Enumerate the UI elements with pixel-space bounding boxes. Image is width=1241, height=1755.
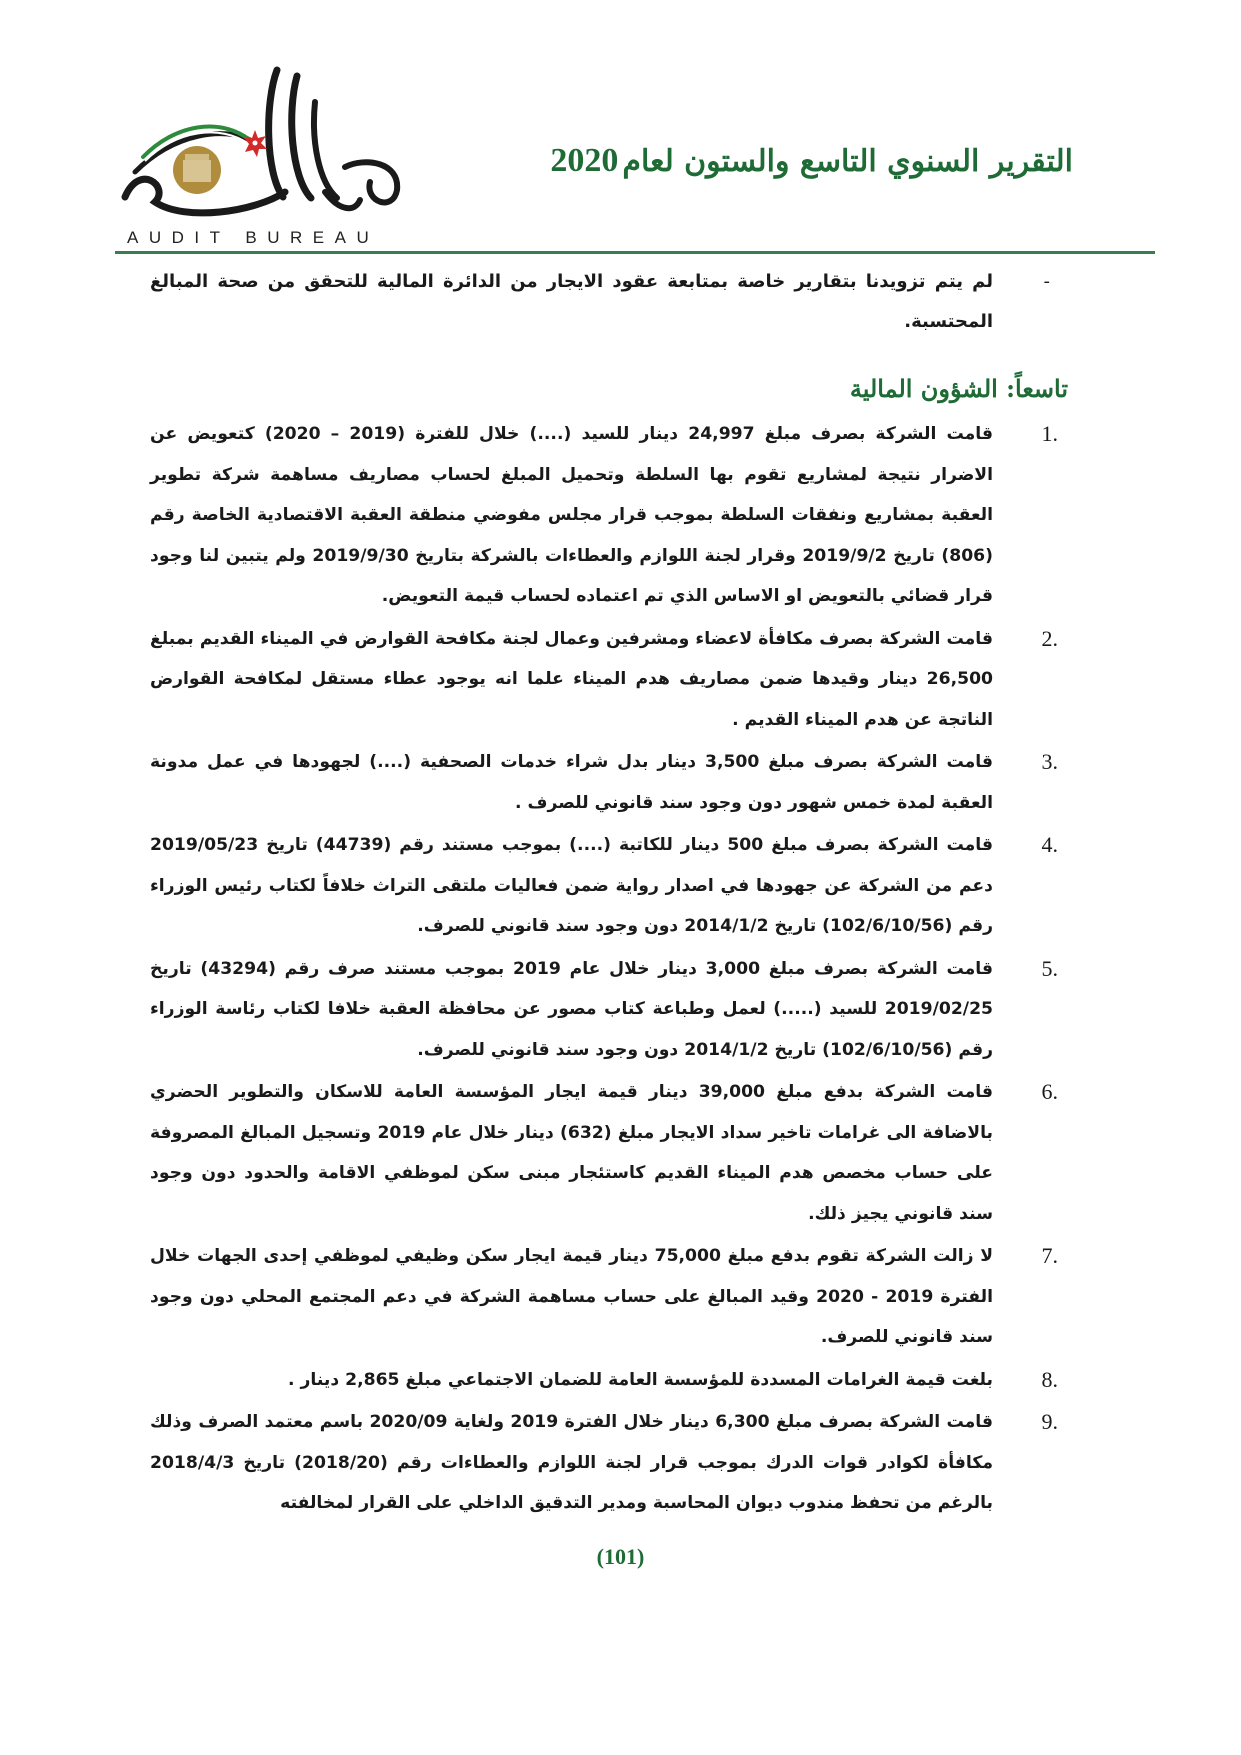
finding-item xyxy=(150,742,1068,823)
finding-number: 1. xyxy=(1041,421,1058,446)
finding-item xyxy=(150,1360,1068,1401)
finding-item xyxy=(150,414,1068,617)
finding-item xyxy=(150,1072,1068,1234)
finding-number: 7. xyxy=(1041,1243,1058,1268)
finding-number: 9. xyxy=(1041,1409,1058,1434)
finding-number: 6. xyxy=(1041,1079,1058,1104)
finding-text: قامت الشركة بصرف مبلغ 3,500 دينار بدل شراء خدمات الصحفية (....) لجهودها في عمل مدونة العقبة لمدة خمس شهور دون وجود سند قانوني للصرف . xyxy=(150,752,994,813)
finding-item xyxy=(150,949,1068,1071)
finding-text: قامت الشركة بصرف مبلغ 3,000 دينار خلال عام 2019 بموجب مستند صرف رقم (43294) تاريخ 2019/02/25 للسيد (.....) لعمل وطباعة كتاب مصور عن محافظة العقبة خلافا لكتاب رئاسة الوزراء رقم (102/6/10/56) تاريخ 2014/1/2 دون وجود سند قانوني للصرف. xyxy=(150,958,994,1060)
calligraphy-emblem-icon xyxy=(115,62,415,232)
finding-text: قامت الشركة بصرف مبلغ 24,997 دينار للسيد (....) خلال للفترة (2019 – 2020) كتعويض عن الاضرار نتيجة لمشاريع تقوم بها السلطة وتحميل المبلغ لحساب مصاريف مساهمة شركة تطوير العقبة بمشاريع ونفقات السلطة بموجب قرار مجلس مفوضي منطقة العقبة الاقتصادية الخاصة رقم (806) تاريخ 2019/9/2 وقرار لجنة اللوازم والعطاءات بالشركة بتاريخ 2019/9/30 ولم يتبين لنا وجود قرار قضائي بالتعويض او الاساس الذي تم اعتماده لحساب قيمة التعويض. xyxy=(150,424,994,606)
finding-text: قامت الشركة بصرف مكافأة لاعضاء ومشرفين وعمال لجنة مكافحة القوارض في الميناء القديم بمبلغ 26,500 دينار وقيدها ضمن مصاريف هدم الميناء علما انه يوجود عطاء مستقل لمكافحة القوارض الناتجة عن هدم الميناء القديم . xyxy=(150,628,993,730)
intro-bullet-text: لم يتم تزويدنا بتقارير خاصة بمتابعة عقود الايجار من الدائرة المالية للتحقق من صحة المبالغ المحتسبة. xyxy=(150,271,993,332)
page-number: (101) xyxy=(596,1544,645,1569)
finding-item xyxy=(150,825,1068,947)
report-title xyxy=(550,142,1073,180)
page-body xyxy=(150,262,1068,1526)
finding-item xyxy=(150,1402,1068,1524)
page-header xyxy=(0,0,1241,260)
finding-item xyxy=(150,619,1068,741)
intro-bullet xyxy=(150,262,1068,342)
finding-text: لا زالت الشركة تقوم بدفع مبلغ 75,000 دينار قيمة ايجار سكن وظيفي لموظفي إحدى الجهات خلال الفترة 2019 - 2020 وقيد المبالغ على حساب مساهمة الشركة في دعم المجتمع المحلي دون وجود سند قانوني للصرف. xyxy=(150,1246,994,1347)
finding-text: قامت الشركة بصرف مبلغ 500 دينار للكاتبة (....) بموجب مستند رقم (44739) تاريخ 2019/05/23 دعم من الشركة عن جهودها في اصدار رواية ضمن فعاليات ملتقى التراث خلافاً لكتاب رئيس الوزراء رقم (102/6/10/56) تاريخ 2014/1/2 دون وجود سند قانوني للصرف. xyxy=(150,835,994,936)
finding-number: 3. xyxy=(1041,749,1058,774)
report-title-text: التقرير السنوي التاسع والستون لعام xyxy=(622,144,1073,179)
finding-text: بلغت قيمة الغرامات المسددة للمؤسسة العامة للضمان الاجتماعي مبلغ 2,865 دينار . xyxy=(287,1369,993,1390)
dash-bullet-icon: - xyxy=(1043,271,1050,292)
logo-caption: AUDIT BUREAU xyxy=(127,228,380,247)
findings-list xyxy=(150,414,1068,1524)
finding-number: 4. xyxy=(1041,832,1058,857)
finding-number: 8. xyxy=(1041,1366,1058,1392)
section-heading: تاسعاً: الشؤون المالية xyxy=(849,374,1068,403)
finding-text: قامت الشركة بصرف مبلغ 6,300 دينار خلال الفترة 2019 ولغاية 2020/09 باسم معتمد الصرف وذلك مكافأة لكوادر قوات الدرك بموجب قرار لجنة اللوازم والعطاءات رقم (2018/20) تاريخ 2018/4/3 بالرغم من تحفظ مندوب ديوان المحاسبة ومدير التدقيق الداخلي على القرار لمخالفته xyxy=(150,1412,993,1513)
finding-number: 5. xyxy=(1041,955,1058,981)
finding-item xyxy=(150,1236,1068,1358)
header-divider xyxy=(115,251,1155,254)
finding-text: قامت الشركة بدفع مبلغ 39,000 دينار قيمة ايجار المؤسسة العامة للاسكان والتطوير الحضري بالاضافة الى غرامات تاخير سداد الايجار مبلغ (632) دينار خلال عام 2019 وتسجيل المبالغ المصروفة على حساب مخصص هدم الميناء القديم كاستئجار مبنى سكن لموظفي الاقامة والحدود دون وجود سند قانوني يجيز ذلك. xyxy=(150,1082,993,1224)
audit-bureau-logo xyxy=(115,62,415,252)
report-year: 2020 xyxy=(550,142,619,179)
finding-number: 2. xyxy=(1041,625,1058,651)
